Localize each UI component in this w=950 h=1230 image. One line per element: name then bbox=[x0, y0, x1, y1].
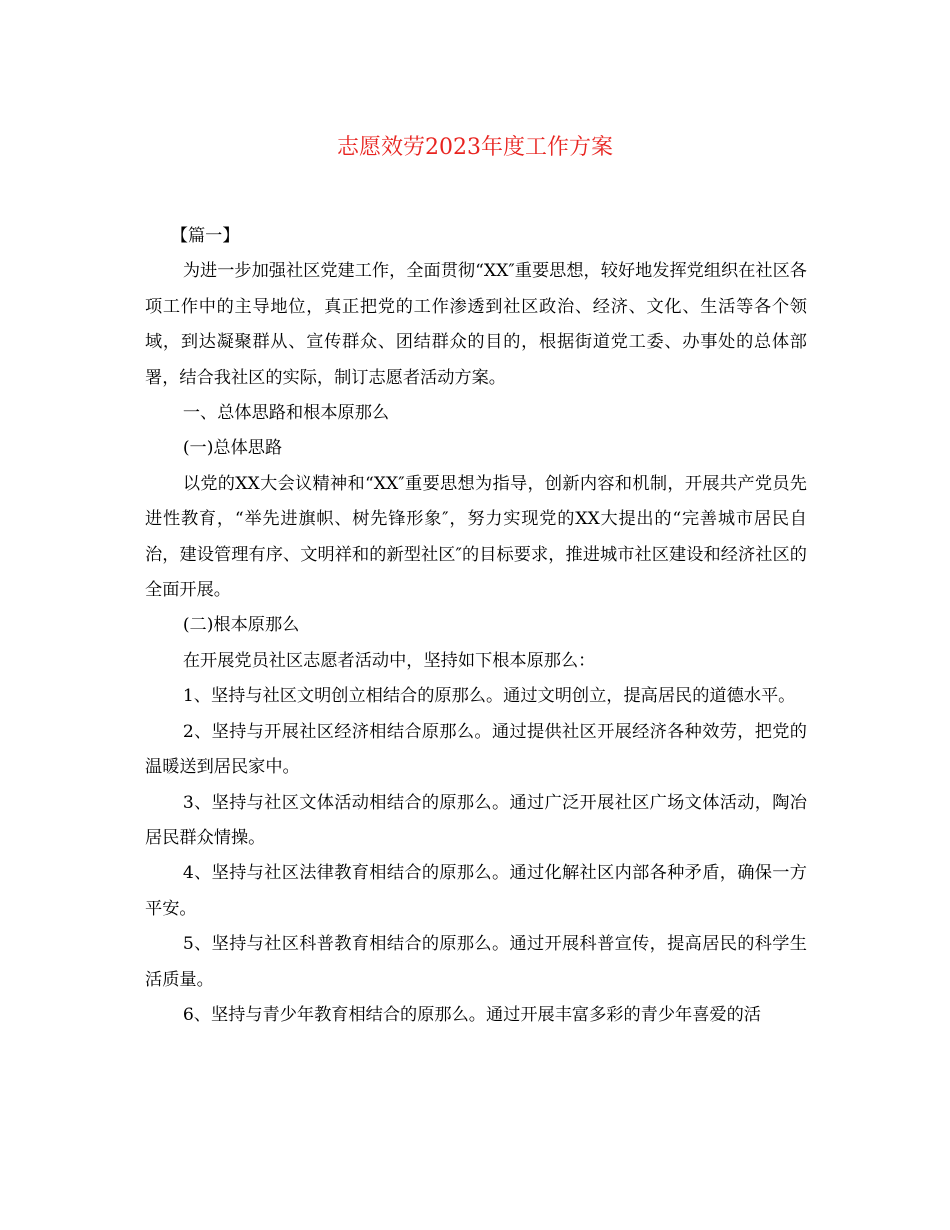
document-body bbox=[145, 219, 807, 1033]
overall-idea-paragraph: 以党的XX大会议精神和“XX″重要思想为指导，创新内容和机制，开展共产党员先进性教育，“举先进旗帜、树先锋形象″，努力实现党的XX大提出的“完善城市居民自治，建设管理有序、文明祥和的新型社区″的目标要求，推进城市社区建设和经济社区的全面开展。 bbox=[145, 473, 807, 601]
principle-item: 3、坚持与社区文体活动相结合的原那么。通过广泛开展社区广场文体活动，陶冶居民群众情操。 bbox=[145, 792, 807, 848]
section-heading: 【篇一】 bbox=[170, 226, 240, 246]
document-title: 志愿效劳2023年度工作方案 bbox=[337, 135, 613, 160]
heading-general-principles: 一、总体思路和根本原那么 bbox=[182, 403, 390, 424]
subheading-basic-principles: (二)根本原那么 bbox=[182, 615, 300, 636]
principle-item: 1、坚持与社区文明创立相结合的原那么。通过文明创立，提高居民的道德水平。 bbox=[182, 686, 796, 707]
principle-item: 5、坚持与社区科普教育相结合的原那么。通过开展科普宣传，提高居民的科学生活质量。 bbox=[145, 934, 807, 990]
principle-item: 4、坚持与社区法律教育相结合的原那么。通过化解社区内部各种矛盾，确保一方平安。 bbox=[145, 863, 807, 919]
intro-paragraph: 为进一步加强社区党建工作，全面贯彻“XX″重要思想，较好地发挥党组织在社区各项工作中的主导地位，真正把党的工作渗透到社区政治、经济、文化、生活等各个领域，到达凝聚群从、宣传群众、团结群众的目的，根据街道党工委、办事处的总体部署，结合我社区的实际，制订志愿者活动方案。 bbox=[145, 261, 807, 388]
principles-intro-paragraph: 在开展党员社区志愿者活动中，坚持如下根本原那么： bbox=[182, 650, 596, 671]
subheading-overall-idea: (一)总体思路 bbox=[182, 438, 283, 459]
principle-item: 6、坚持与青少年教育相结合的原那么。通过开展丰富多彩的青少年喜爱的活 bbox=[182, 1004, 761, 1025]
principle-item: 2、坚持与开展社区经济相结合原那么。通过提供社区开展经济各种效劳，把党的温暖送到居民家中。 bbox=[145, 721, 807, 778]
